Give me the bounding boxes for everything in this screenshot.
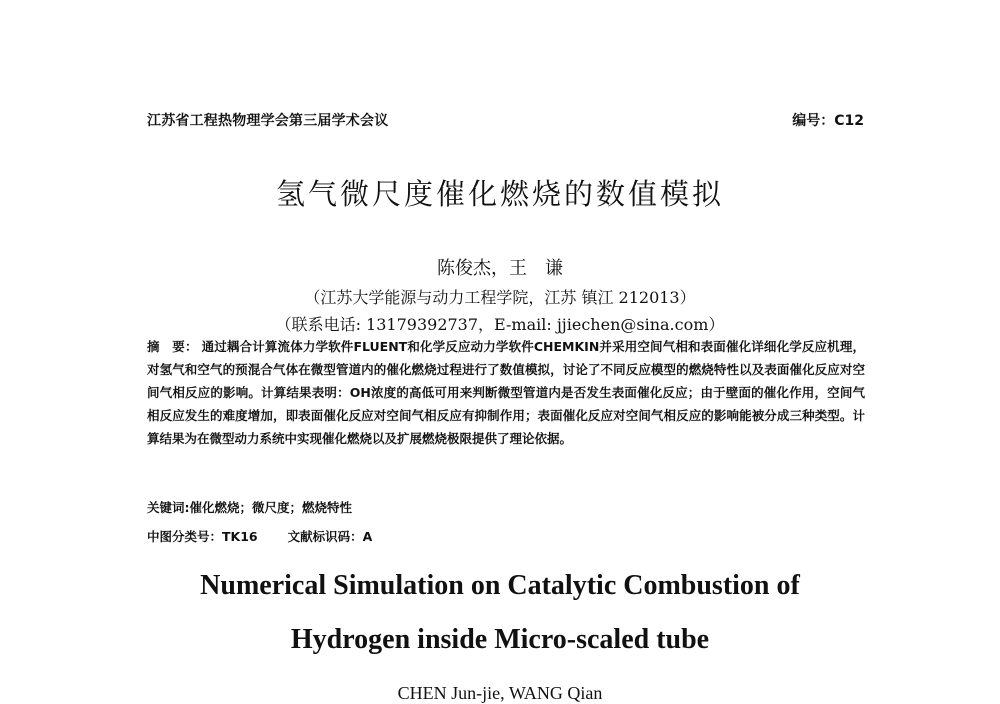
keywords: 关键词:催化燃烧；微尺度；燃烧特性 [147,500,352,515]
chinese-abstract [147,335,865,450]
paper-number: 编号：C12 [792,113,864,129]
conference-name: 江苏省工程热物理学会第三届学术会议 [147,113,389,129]
english-title-line-1: Numerical Simulation on Catalytic Combustion of [200,570,800,601]
document-code: 文献标识码：A [287,529,373,544]
classification [147,527,372,545]
chinese-affiliation: （江苏大学能源与动力工程学院，江苏 镇江 212013） [304,288,696,307]
chinese-title: 氢气微尺度催化燃烧的数值模拟 [275,177,724,211]
abstract-label: 摘 要： [147,339,198,354]
contact-info: （联系电话: 13179392737，E-mail: jjiechen@sina.com） [275,315,725,334]
abstract-text: 通过耦合计算流体力学软件FLUENT和化学反应动力学软件CHEMKIN并采用空间气相和表面催化详细化学反应机理，对氢气和空气的预混合气体在微型管道内的催化燃烧过程进行了数值模拟，讨论了不同反应模型的燃烧特性以及表面催化反应对空间气相反应的影响。计算结果表明：OH浓度的高低可用来判断微型管道内是否发生表面催化反应；由于壁面的催化作用，空间气相反应发生的难度增加，即表面催化反应对空间气相反应有抑制作用；表面催化反应对空间气相反应的影响能被分成三种类型。计算结果为在微型动力系统中实现催化燃烧以及扩展燃烧极限提供了理论依据。 [147,339,865,446]
clc-number: 中图分类号：TK16 [147,529,258,544]
english-title-line-2: Hydrogen inside Micro-scaled tube [290,624,710,655]
english-authors: CHEN Jun-jie, WANG Qian [397,683,603,703]
chinese-authors: 陈俊杰，王 谦 [437,258,563,279]
